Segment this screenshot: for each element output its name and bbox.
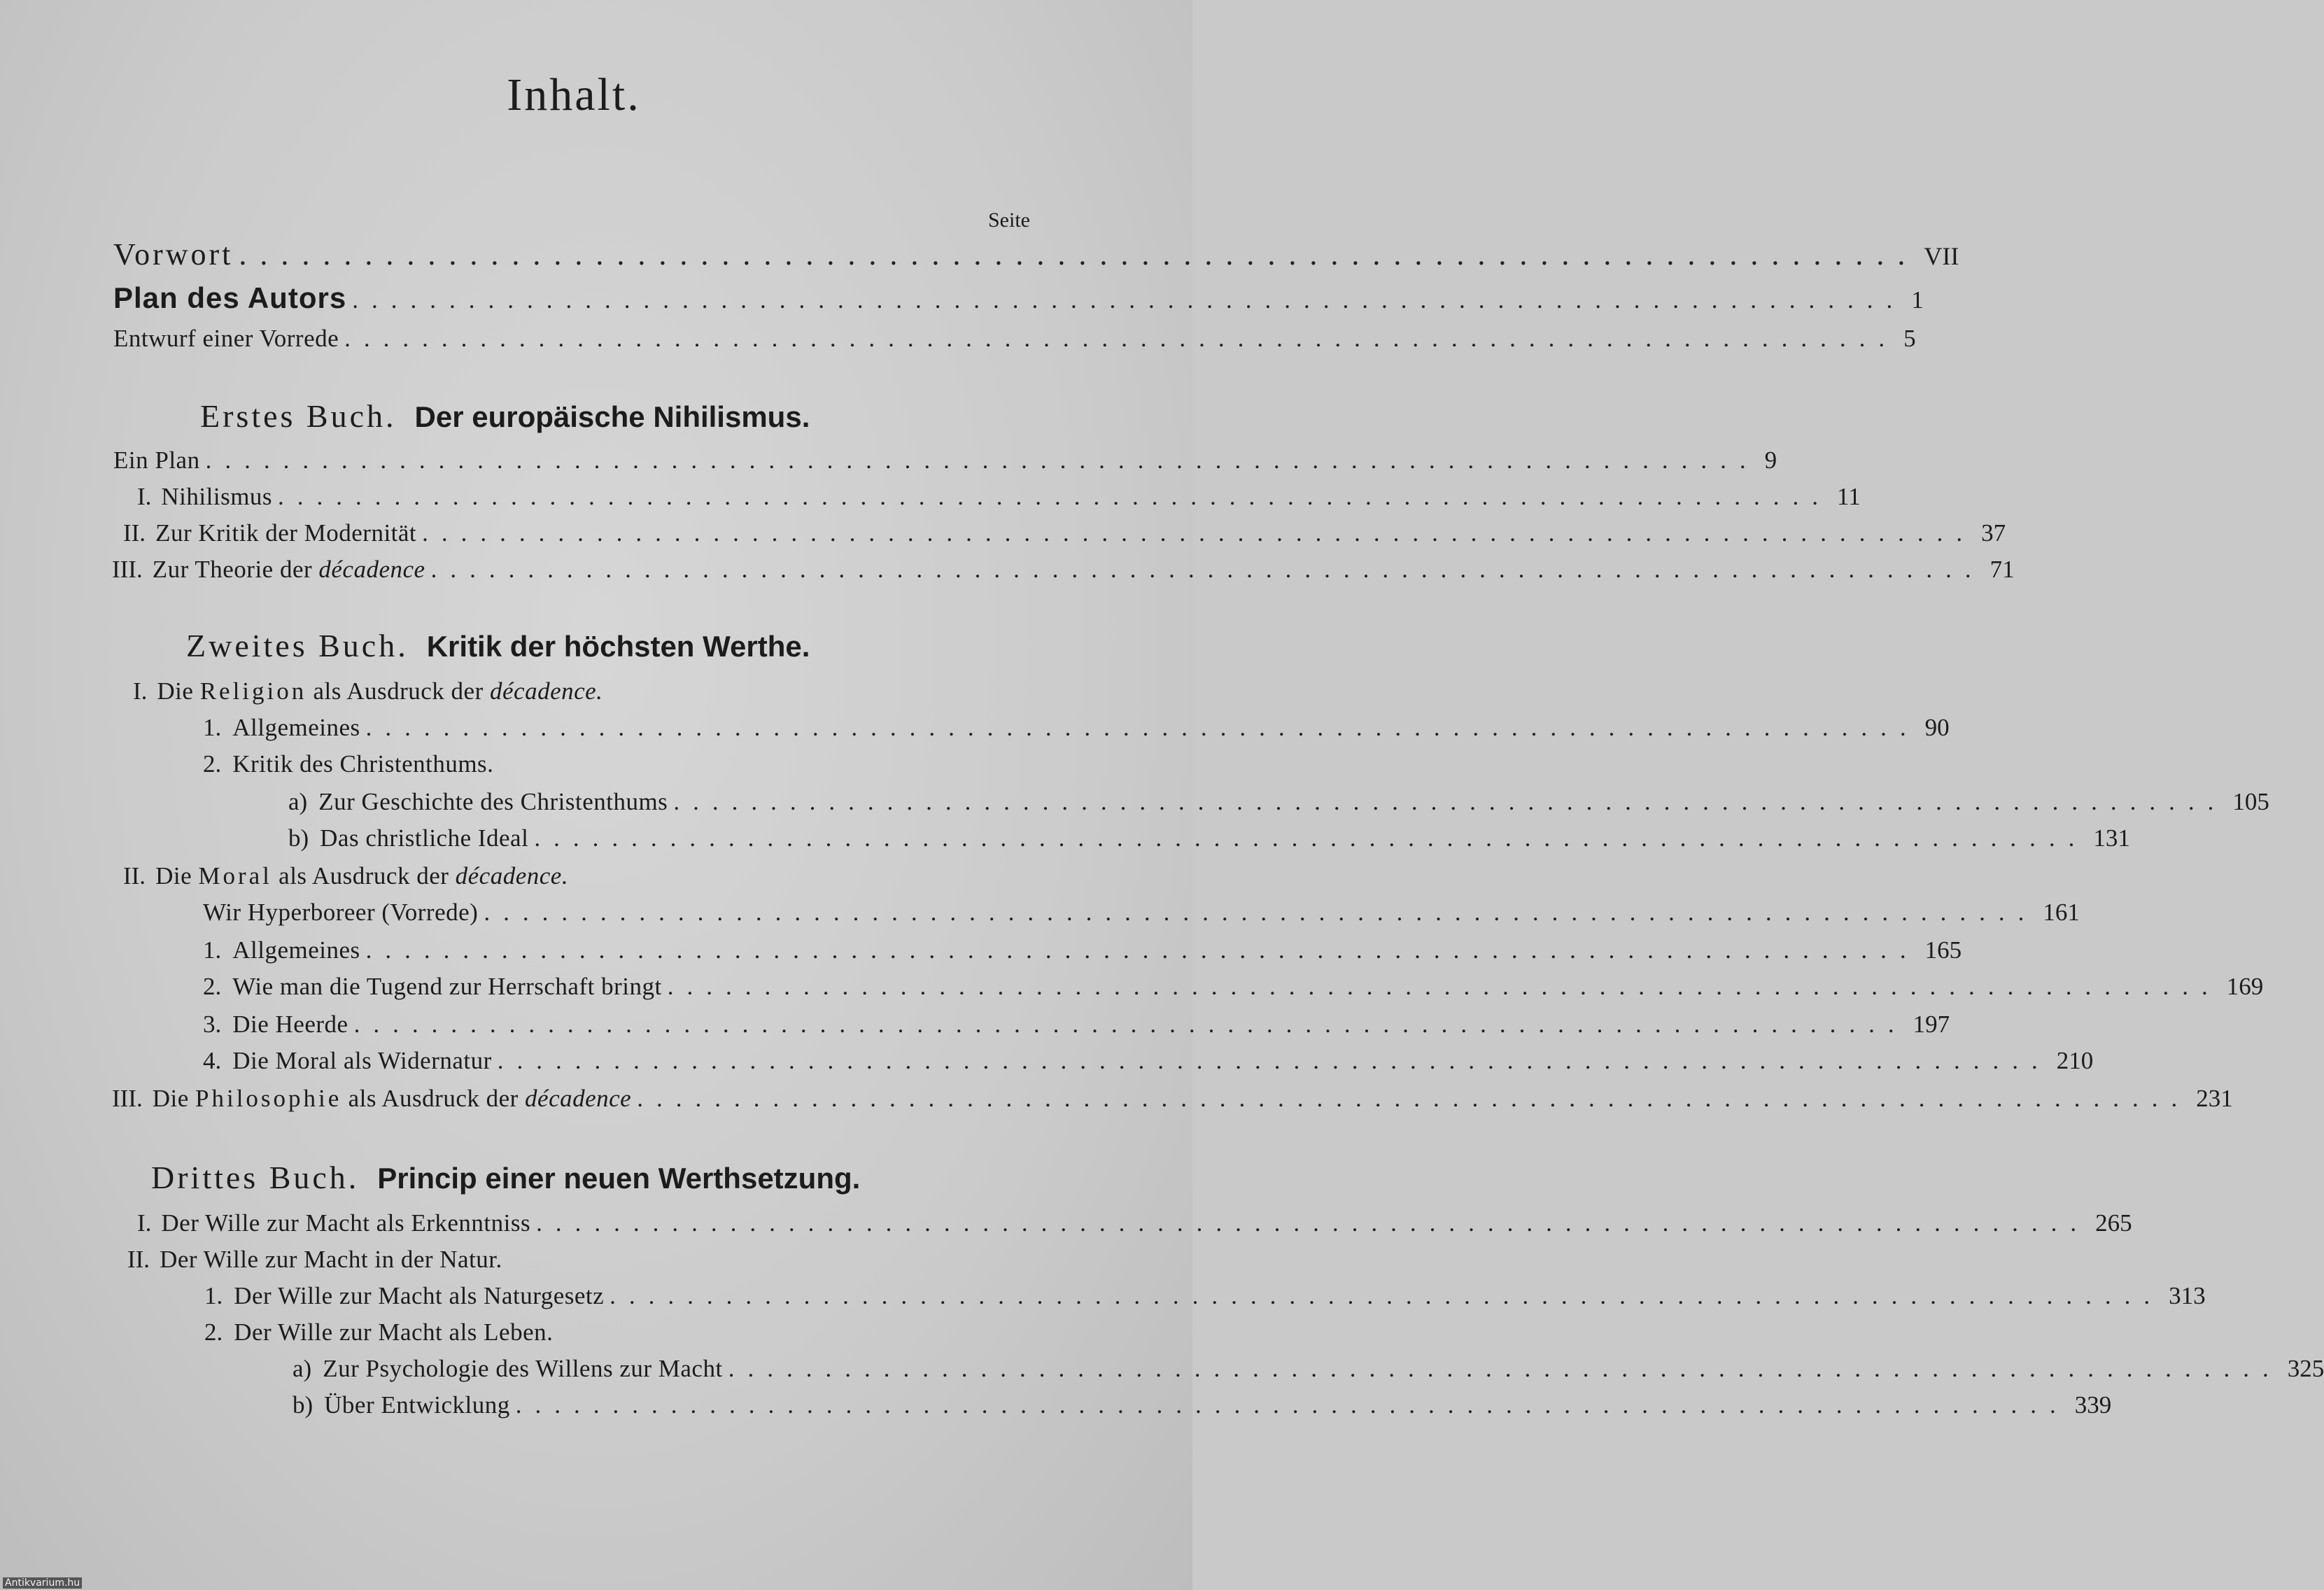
toc-entry (203, 936, 1962, 971)
leader-dots: ................................................................................ (484, 899, 2038, 926)
entry-number: 4. (203, 1047, 222, 1074)
label-text: als Ausdruck der (313, 677, 484, 705)
entry-page: 265 (2095, 1209, 2132, 1237)
book-number: Zweites Buch. (186, 628, 409, 663)
entry-label: Allgemeines (232, 714, 360, 741)
entry-page: 131 (2093, 824, 2130, 852)
toc-entry (127, 1246, 1040, 1281)
toc-entry (204, 1318, 1040, 1353)
entry-number: b) (293, 1391, 314, 1419)
entry-label: Wie man die Tugend zur Herrschaft bringt (232, 973, 662, 1000)
entry-label (153, 1085, 632, 1113)
entry-label (157, 677, 603, 705)
label-italic: décadence (525, 1085, 632, 1112)
page-title: Inhalt. (507, 69, 641, 120)
entry-label: Allgemeines (232, 936, 360, 964)
entry-page: 9 (1764, 446, 1777, 474)
toc-entry (293, 1355, 2324, 1390)
entry-label: Der Wille zur Macht als Leben. (234, 1318, 554, 1346)
entry-page: 37 (1981, 519, 2006, 547)
leader-dots: ................................................................................ (344, 325, 1899, 352)
entry-page: 161 (2043, 899, 2080, 926)
toc-entry (203, 899, 2080, 934)
leader-dots: ................................................................................ (536, 1209, 2090, 1237)
label-italic: décadence (318, 556, 425, 583)
toc-part-heading (112, 1085, 2233, 1120)
book-heading-1 (200, 398, 810, 435)
label-text: Die (155, 862, 192, 889)
toc-entry (203, 973, 2264, 1008)
toc-entry (112, 556, 2015, 591)
toc-entry-vorwort (113, 237, 1959, 272)
leader-dots: ................................................................................ (728, 1355, 2282, 1382)
entry-label: Der Wille zur Macht als Naturgesetz (234, 1282, 605, 1309)
label-spaced: Religion (199, 677, 307, 705)
label-text: als Ausdruck der (348, 1085, 519, 1112)
leader-dots: ................................................................................ (637, 1085, 2191, 1112)
entry-label: Ein Plan (113, 446, 200, 474)
leader-dots: ................................................................................ (278, 483, 1832, 510)
entry-label: Zur Psychologie des Willens zur Macht (323, 1355, 723, 1382)
toc-entry-plan (113, 281, 1924, 316)
leader-dots: ................................................................................ (534, 824, 2088, 852)
entry-number: 2. (204, 1318, 223, 1346)
toc-entry (204, 1282, 2206, 1317)
label-spaced: Philosophie (195, 1085, 342, 1112)
entry-number: II. (123, 519, 146, 547)
toc-part-heading (123, 862, 1040, 897)
entry-label: Über Entwicklung (324, 1391, 510, 1419)
book-title: Der europäische Nihilismus. (414, 400, 810, 433)
entry-page: 169 (2226, 973, 2264, 1000)
leader-dots: ................................................................................ (430, 556, 1985, 583)
entry-number: III. (112, 556, 143, 583)
entry-page: 325 (2287, 1355, 2324, 1382)
entry-number: I. (137, 1209, 152, 1237)
entry-page: 313 (2169, 1282, 2206, 1309)
toc-entry (123, 519, 2006, 554)
entry-label: Plan des Autors (113, 281, 347, 314)
book-heading-3 (151, 1159, 860, 1196)
book-number: Erstes Buch. (200, 398, 397, 434)
toc-entry (293, 1391, 2112, 1426)
label-spaced: Moral (198, 862, 272, 889)
leader-dots: ................................................................................ (610, 1282, 2164, 1309)
label-text: als Ausdruck der (279, 862, 449, 889)
entry-number: II. (123, 862, 146, 889)
toc-entry (137, 1209, 2132, 1244)
toc-entry (288, 824, 2130, 859)
toc-part-heading (133, 677, 1040, 712)
entry-page: VII (1924, 242, 1959, 270)
entry-number: 2. (203, 750, 222, 778)
entry-label: Vorwort (113, 237, 234, 272)
entry-label: Nihilismus (161, 483, 273, 510)
page-column-label: Seite (988, 209, 1030, 232)
toc-entry (113, 446, 1777, 481)
entry-number: a) (293, 1355, 312, 1382)
entry-label: Zur Kritik der Modernität (155, 519, 417, 547)
toc-entry-entwurf (113, 325, 1916, 360)
watermark: Antikvarium.hu (3, 1577, 82, 1589)
entry-number: I. (137, 483, 152, 510)
entry-page: 11 (1837, 483, 1861, 510)
book-heading-2 (186, 627, 810, 664)
leader-dots: ................................................................................ (239, 237, 1919, 272)
book-title: Kritik der höchsten Werthe. (426, 630, 810, 663)
leader-dots: ................................................................................ (515, 1391, 2069, 1419)
entry-page: 339 (2074, 1391, 2112, 1419)
entry-number: 2. (203, 973, 222, 1000)
entry-label: Das christliche Ideal (320, 824, 529, 852)
entry-page: 71 (1990, 556, 2015, 583)
toc-entry (203, 750, 1040, 785)
entry-page: 105 (2232, 788, 2269, 815)
entry-page: 165 (1924, 936, 1962, 964)
entry-label (155, 862, 568, 890)
entry-number: 3. (203, 1011, 222, 1038)
entry-label: Kritik des Christenthums. (232, 750, 494, 778)
entry-label: Der Wille zur Macht in der Natur. (160, 1246, 502, 1273)
book-title: Princip einer neuen Werthsetzung. (377, 1162, 861, 1195)
entry-label: Die Moral als Widernatur (232, 1047, 492, 1074)
entry-label: Die Heerde (232, 1011, 348, 1038)
toc-entry (288, 788, 2269, 823)
entry-label (153, 556, 425, 584)
leader-dots: ................................................................................ (352, 286, 1906, 314)
leader-dots: ................................................................................ (422, 519, 1976, 547)
entry-page: 231 (2196, 1085, 2233, 1112)
book-number: Drittes Buch. (151, 1160, 360, 1195)
toc-entry (203, 714, 1950, 749)
toc-entry (203, 1047, 2094, 1082)
label-text: Die (152, 1085, 189, 1112)
leader-dots: ................................................................................ (673, 788, 2227, 815)
entry-label: Der Wille zur Macht als Erkenntniss (161, 1209, 531, 1237)
leader-dots: ................................................................................ (365, 714, 1920, 741)
entry-page: 90 (1924, 714, 1950, 741)
entry-number: a) (288, 788, 308, 815)
entry-number: b) (288, 824, 309, 852)
entry-page: 210 (2056, 1047, 2094, 1074)
toc-entry (137, 483, 1861, 518)
entry-number: III. (112, 1085, 143, 1112)
entry-number: II. (127, 1246, 150, 1273)
entry-page: 1 (1911, 286, 1924, 314)
leader-dots: ................................................................................ (667, 973, 2221, 1000)
entry-number: 1. (203, 936, 222, 964)
leader-dots: ................................................................................ (497, 1047, 2051, 1074)
entry-page: 5 (1903, 325, 1916, 352)
label-text: Zur Theorie der (152, 556, 313, 583)
label-text: Die (157, 677, 194, 705)
toc-entry (203, 1011, 1950, 1046)
entry-page: 197 (1913, 1011, 1950, 1038)
entry-label: Entwurf einer Vorrede (113, 325, 339, 352)
leader-dots: ................................................................................ (365, 936, 1920, 964)
entry-number: 1. (203, 714, 222, 741)
leader-dots: ................................................................................ (353, 1011, 1908, 1038)
entry-label: Wir Hyperboreer (Vorrede) (203, 899, 479, 926)
leader-dots: ................................................................................ (205, 446, 1759, 474)
entry-number: 1. (204, 1282, 223, 1309)
entry-label: Zur Geschichte des Christenthums (318, 788, 668, 815)
label-italic: décadence. (490, 677, 603, 705)
entry-number: I. (133, 677, 148, 705)
label-italic: décadence. (455, 862, 569, 889)
